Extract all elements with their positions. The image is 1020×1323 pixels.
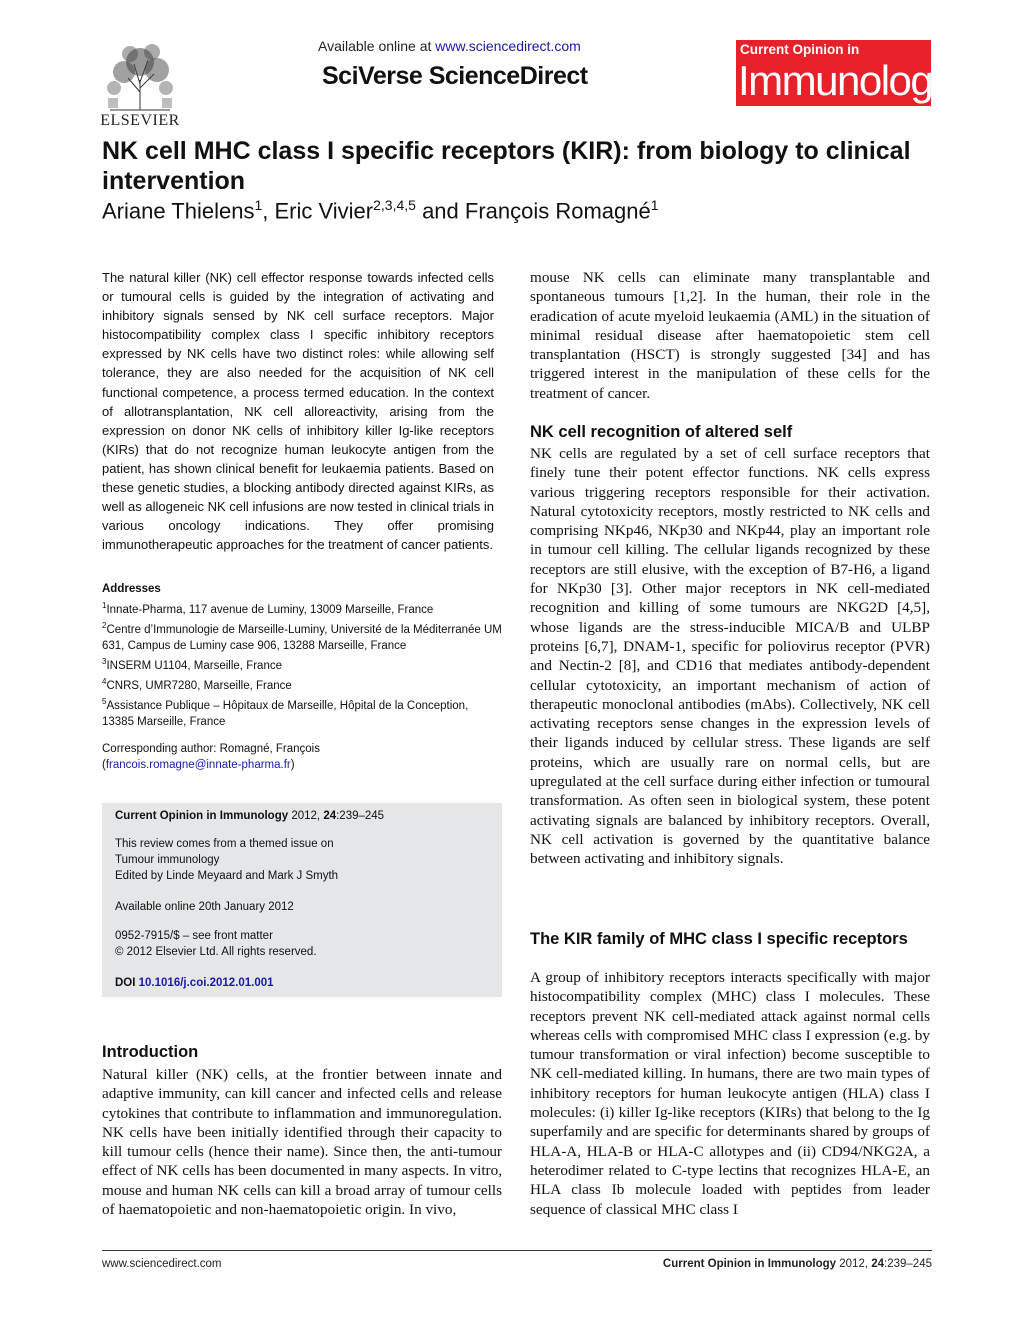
footer-volume: 24 xyxy=(871,1258,885,1270)
abstract: The natural killer (NK) cell effector response towards infected cells or tumoural cells is guided by the integration of activating and inhibitory signals sensed by NK cell surface receptors. Major histocompatibility complex class I specific inhibitory receptors expressed by NK cells have two distinct roles: while allowing self tolerance, they are also needed for the acquisition of NK cell functional competence, a process termed education. In the context of allotransplantation, NK cell alloreactivity, arising from the expression on donor NK cells of inhibitory killer Ig-like receptors (KIRs) that do not recognize human leukocyte antigen from the patient, has shown clinical benefit for leukaemia patients. Based on these genetic studies, a blocking antibody directed against KIRs, as well as allogeneic NK cell infusions are now tested in clinical trials in various oncology indications. They offer promising immunotherapeutic approaches for the treatment of cancer patients. xyxy=(102,270,494,553)
section-heading: The KIR family of MHC class I specific receptors xyxy=(530,930,908,948)
edited-by: Edited by Linde Meyaard and Mark J Smyth xyxy=(115,870,339,882)
footer-divider xyxy=(102,1250,932,1251)
address-text: CNRS, UMR7280, Marseille, France xyxy=(106,679,292,692)
themed-issue-line: This review comes from a themed issue on xyxy=(115,838,334,850)
journal-logo-big: Immunology xyxy=(738,57,952,104)
address-item xyxy=(102,654,502,674)
paren-open: ( xyxy=(102,759,106,772)
author-list xyxy=(102,197,659,224)
paren-close: ) xyxy=(290,759,295,772)
corresponding-label: Corresponding author: Romagné, François xyxy=(102,743,320,755)
address-item xyxy=(102,674,502,694)
addresses-heading: Addresses xyxy=(102,583,161,595)
address-number: 2 xyxy=(102,620,107,630)
issn-line: 0952-7915/$ – see front matter xyxy=(115,930,273,942)
citation-year: 2012, xyxy=(288,810,324,822)
elsevier-logo xyxy=(96,40,184,130)
address-item xyxy=(102,694,502,730)
author-affiliation: 1 xyxy=(650,197,659,213)
address-list xyxy=(102,598,502,730)
footer-year: 2012, xyxy=(836,1258,872,1270)
author-affiliation: 2,3,4,5 xyxy=(373,197,416,213)
publisher-name: ELSEVIER xyxy=(100,112,180,129)
address-item xyxy=(102,618,502,654)
introduction-text: Natural killer (NK) cells, at the frontier between innate and adaptive immunity, can kill cancer and infected cells and release cytokines that contribute to inflammation and immunoregulation. NK cells have been initially identified through their capacity to kill tumour cells (hence their name). Since then, the anti-tumour effect of NK cells has been documented in many aspects. In vitro, mouse and human NK cells can kill a broad array of tumour cells of haematopoietic and non-haematopoietic origin. In vivo, xyxy=(102,1066,502,1219)
corresponding-author xyxy=(102,741,502,773)
body-paragraph: NK cells are regulated by a set of cell surface receptors that finely tune their potent effector functions. NK cells express various triggering receptors responsible for their activation. Natural cytotoxicity receptors, mostly restricted to NK cells and comprising NKp46, NKp30 and NKp44, play an important role in tumour cell killing. The cellular ligands recognized by these receptors are still elusive, with the exception of B7-H6, a ligand for NKp30 [3]. Other major receptors in NK cell-mediated recognition and killing of some tumours are NKG2D [4,5], whose ligands are the stress-inducible MICA/B and ULBP proteins [6,7], DNAM-1, specific for poliovirus receptor (PVR) and Nectin-2 [8], and CD16 that mediates antibody-dependent cellular cytotoxicity, an important mechanism of action of therapeutic monoclonal antibodies (mAbs). Collectively, NK cell activating receptors sense changes in the expression levels of their ligands induced by cellular stress. These ligands are self proteins, which are usually rare on normal cells, but are upregulated at the cell surface during either infection or tumoural transformation. As often seen in biological system, these potent activating signals are balanced by inhibitory receptors. Overall, NK cell activation is governed by the quantitative balance between activating and inhibitory signals. xyxy=(530,445,930,868)
sciverse-logo-text: SciVerse ScienceDirect xyxy=(322,62,588,90)
introduction-heading: Introduction xyxy=(102,1043,199,1061)
article-title: NK cell MHC class I specific receptors (KIR): from biology to clinical intervention xyxy=(102,137,911,195)
doi-link[interactable]: 10.1016/j.coi.2012.01.001 xyxy=(138,977,274,989)
address-item xyxy=(102,598,502,618)
footer-pages: :239–245 xyxy=(884,1258,932,1270)
journal-logo xyxy=(736,40,952,106)
doi-label: DOI xyxy=(115,977,139,989)
author-name: Ariane Thielens xyxy=(102,198,255,224)
elsevier-tree-icon xyxy=(100,40,180,112)
address-text: Assistance Publique – Hôpitaux de Marseille, Hôpital de la Conception, 13385 Marseille, France xyxy=(102,699,469,728)
article-info-box xyxy=(102,803,502,997)
body-paragraph: mouse NK cells can eliminate many transplantable and spontaneous tumours [1,2]. In the human, their role in the eradication of acute myeloid leukaemia (AML) in the situation of minimal residual disease after haematopoietic stem cell transplantation (HSCT) is strongly suggested [34] and has triggered interest in the manipulation of these cells for the treatment of cancer. xyxy=(530,269,930,402)
author-name: François Romagné xyxy=(464,198,651,224)
footer-website[interactable]: www.sciencedirect.com xyxy=(102,1258,222,1270)
section-heading: NK cell recognition of altered self xyxy=(530,423,793,441)
citation-journal: Current Opinion in Immunology xyxy=(115,810,289,822)
address-number: 3 xyxy=(102,656,107,666)
author-separator: , xyxy=(262,198,275,224)
doi-line xyxy=(115,975,274,991)
corresponding-email-line xyxy=(102,757,502,773)
body-paragraph: A group of inhibitory receptors interacts specifically with major histocompatibility complex (MHC) class I molecules. These receptors prevent NK cell-mediated attack against normal cells whereas cells with compromised MHC class I expression (e.g. by tumour transformation or viral infection) become susceptible to NK cell-mediated killing. In humans, there are two main types of inhibitory receptors for human leukocyte antigen (HLA) class I molecules: (i) killer Ig-like receptors (KIRs) that belong to the Ig superfamily and are specific for determinants shared by groups of HLA-A, HLA-B or HLA-C allotypes and (ii) CD94/NKG2A, a heterodimer related to C-type lectins that recognizes HLA-E, an HLA class Ib molecule loaded with peptides from leader sequence of classical MHC class I xyxy=(530,969,930,1218)
available-online-date: Available online 20th January 2012 xyxy=(115,901,294,913)
journal-logo-small: Current Opinion in xyxy=(740,42,860,57)
available-online-line xyxy=(318,38,581,54)
address-text: Centre d’Immunologie de Marseille-Luminy, Université de la Méditerranée UM 631, Campus de Luminy case 906, 13288 Marseille, France xyxy=(102,623,502,652)
citation-line xyxy=(115,808,384,824)
citation-volume: 24 xyxy=(323,810,337,822)
citation-pages: :239–245 xyxy=(336,810,385,822)
sciencedirect-link[interactable]: www.sciencedirect.com xyxy=(435,38,581,54)
footer-citation xyxy=(663,1258,932,1270)
copyright-line: © 2012 Elsevier Ltd. All rights reserved. xyxy=(115,946,317,958)
address-text: Innate-Pharma, 117 avenue de Luminy, 13009 Marseille, France xyxy=(106,603,434,616)
available-online-label: Available online at xyxy=(318,38,436,54)
author-affiliation: 1 xyxy=(254,197,263,213)
address-text: INSERM U1104, Marseille, France xyxy=(106,659,282,672)
author-separator: and xyxy=(415,198,465,224)
address-number: 4 xyxy=(102,676,107,686)
address-number: 1 xyxy=(102,601,107,610)
address-number: 5 xyxy=(102,696,107,706)
themed-issue-topic: Tumour immunology xyxy=(115,854,220,866)
corresponding-email-link[interactable]: francois.romagne@innate-pharma.fr xyxy=(105,759,291,772)
footer-journal: Current Opinion in Immunology xyxy=(662,1258,837,1270)
author-name: Eric Vivier xyxy=(274,198,374,224)
